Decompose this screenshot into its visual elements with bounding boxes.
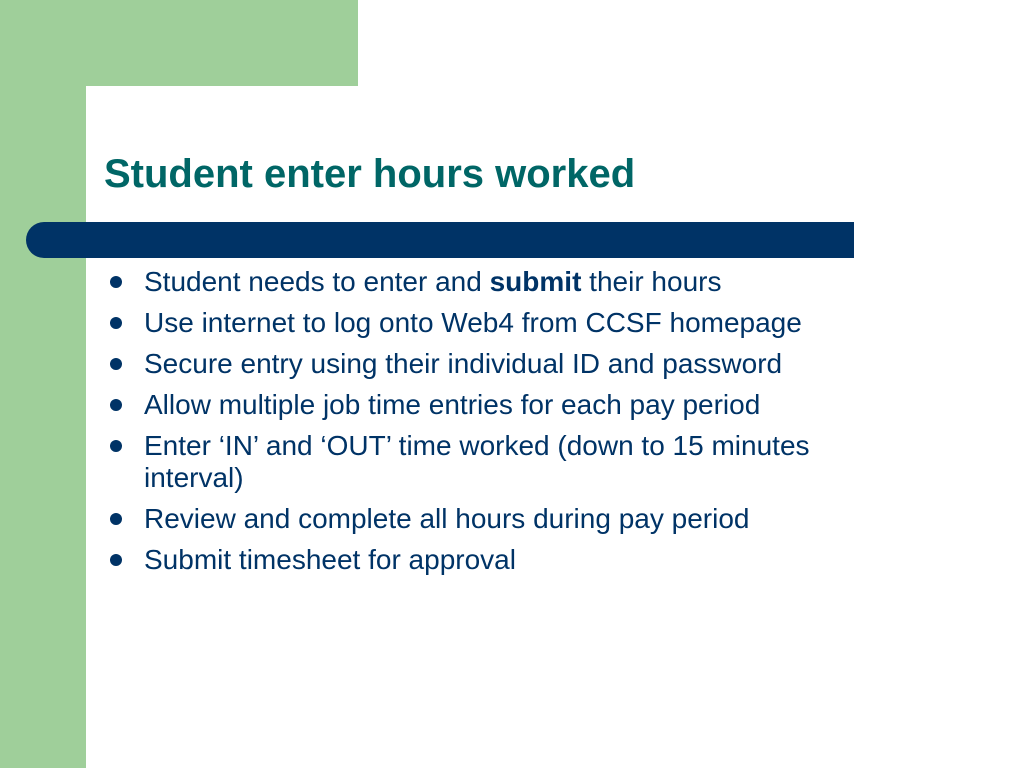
bullet-item-1 [104,266,984,298]
bullet-text: Allow multiple job time entries for each pay period [144,389,761,420]
bullet-item-2 [104,307,984,339]
bullet-text: Secure entry using their individual ID and password [144,348,783,379]
title-underline-bar [26,222,854,258]
bullet-text-part: their hours [581,266,722,297]
bullet-text [144,266,721,297]
green-header-block [0,0,358,86]
bullet-dot-icon [110,513,122,525]
bullet-text: Review and complete all hours during pay period [144,503,750,534]
bullet-bold-text: submit [489,266,582,297]
bullet-list [104,266,984,585]
bullet-dot-icon [110,399,122,411]
bullet-dot-icon [110,440,122,452]
bullet-dot-icon [110,554,122,566]
bullet-text: Use internet to log onto Web4 from CCSF homepage [144,307,802,338]
bullet-dot-icon [110,317,122,329]
bullet-item-5 [104,430,984,494]
bullet-item-7 [104,544,984,576]
bullet-text-part: Student needs to enter and [144,266,490,297]
bullet-text: Submit timesheet for approval [144,544,516,575]
bullet-text: Enter ‘IN’ and ‘OUT’ time worked (down to 15 minutes interval) [144,430,810,493]
bullet-item-6 [104,503,984,535]
bullet-item-4 [104,389,984,421]
bullet-item-3 [104,348,984,380]
green-sidebar [0,0,86,768]
bullet-dot-icon [110,358,122,370]
bullet-dot-icon [110,276,122,288]
slide-title: Student enter hours worked [104,152,636,196]
